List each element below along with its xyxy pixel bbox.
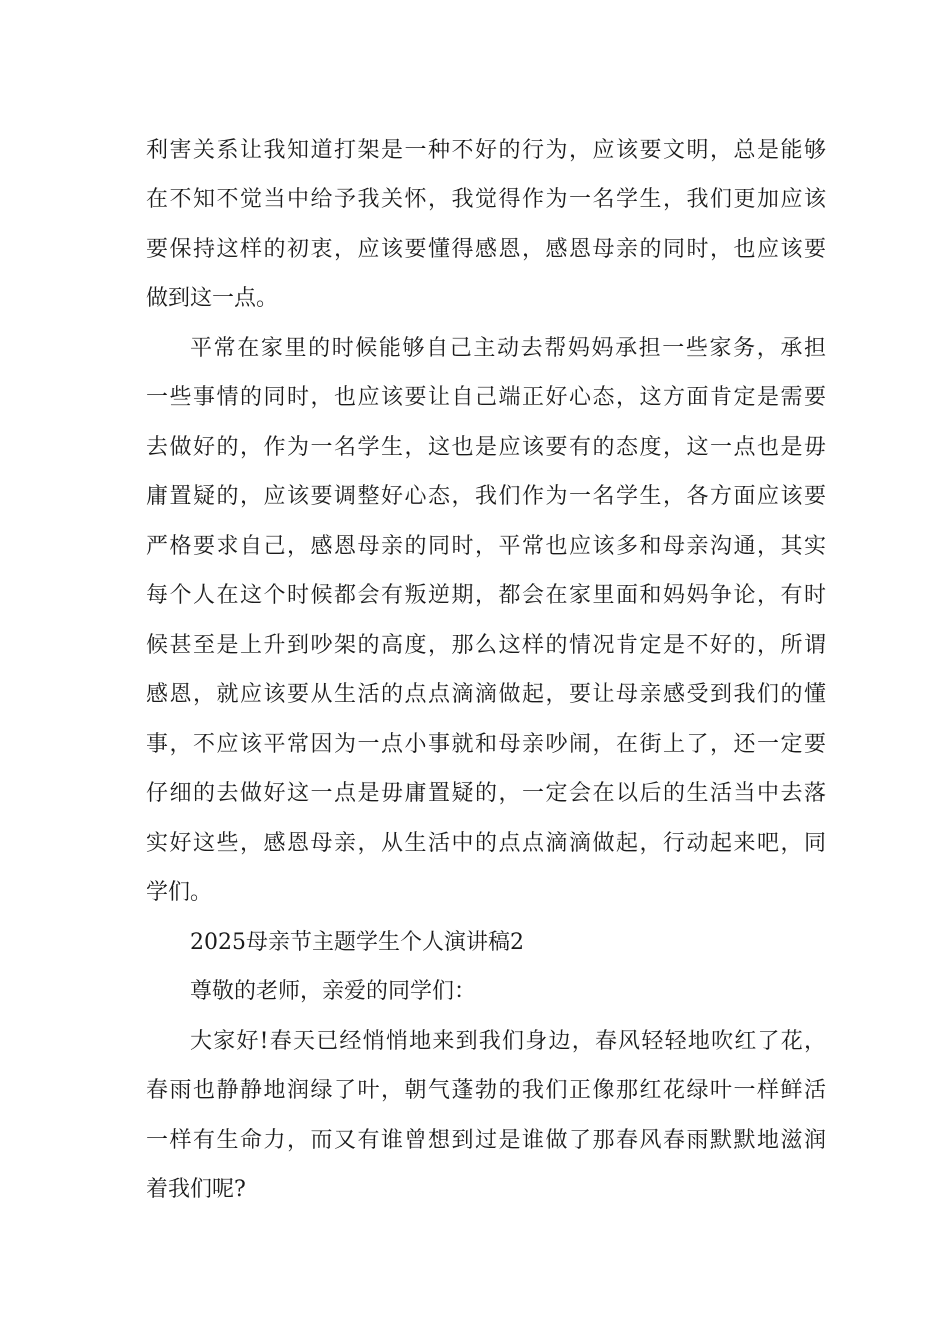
paragraph-2-line-4: 庸置疑的，应该要调整好心态，我们作为一名学生，各方面应该要 bbox=[146, 484, 826, 509]
paragraph-2-line-3: 去做好的，作为一名学生，这也是应该要有的态度，这一点也是毋 bbox=[146, 435, 826, 460]
paragraph-1-line-1: 利害关系让我知道打架是一种不好的行为，应该要文明，总是能够 bbox=[146, 138, 826, 163]
paragraph-3-line-1: 大家好!春天已经悄悄地来到我们身边，春风轻轻地吹红了花， bbox=[190, 1029, 826, 1054]
paragraph-2-line-6: 每个人在这个时候都会有叛逆期，都会在家里面和妈妈争论，有时 bbox=[146, 583, 826, 608]
paragraph-2-line-8: 感恩，就应该要从生活的点点滴滴做起，要让母亲感受到我们的懂 bbox=[146, 682, 826, 707]
paragraph-1-line-3: 要保持这样的初衷，应该要懂得感恩，感恩母亲的同时，也应该要 bbox=[146, 237, 826, 262]
paragraph-2-line-11: 实好这些，感恩母亲，从生活中的点点滴滴做起，行动起来吧，同 bbox=[146, 831, 826, 856]
paragraph-2-line-12: 学们。 bbox=[146, 880, 213, 905]
greeting: 尊敬的老师，亲爱的同学们： bbox=[190, 979, 477, 1004]
paragraph-1-line-4: 做到这一点。 bbox=[146, 286, 279, 311]
paragraph-2-line-7: 候甚至是上升到吵架的高度，那么这样的情况肯定是不好的，所谓 bbox=[146, 633, 826, 658]
section-heading: 2025母亲节主题学生个人演讲稿2 bbox=[190, 930, 524, 955]
paragraph-2-line-2: 一些事情的同时，也应该要让自己端正好心态，这方面肯定是需要 bbox=[146, 385, 826, 410]
paragraph-2-line-5: 严格要求自己，感恩母亲的同时，平常也应该多和母亲沟通，其实 bbox=[146, 534, 826, 559]
paragraph-3-line-3: 一样有生命力，而又有谁曾想到过是谁做了那春风春雨默默地滋润 bbox=[146, 1128, 826, 1153]
paragraph-2-line-1: 平常在家里的时候能够自己主动去帮妈妈承担一些家务，承担 bbox=[190, 336, 826, 361]
paragraph-2-line-10: 仔细的去做好这一点是毋庸置疑的，一定会在以后的生活当中去落 bbox=[146, 781, 826, 806]
paragraph-3-line-2: 春雨也静静地润绿了叶，朝气蓬勃的我们正像那红花绿叶一样鲜活 bbox=[146, 1078, 826, 1103]
paragraph-1-line-2: 在不知不觉当中给予我关怀，我觉得作为一名学生，我们更加应该 bbox=[146, 187, 826, 212]
paragraph-2-line-9: 事，不应该平常因为一点小事就和母亲吵闹，在街上了，还一定要 bbox=[146, 732, 826, 757]
paragraph-3-line-4: 着我们呢? bbox=[146, 1177, 246, 1202]
